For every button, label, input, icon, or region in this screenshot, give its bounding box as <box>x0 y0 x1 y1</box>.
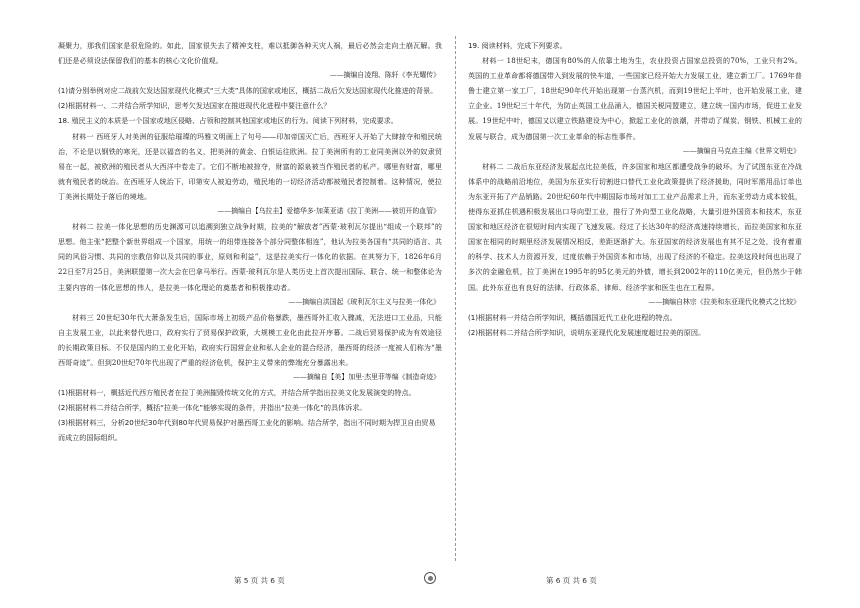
material-3-source: ——摘编自【美】加里·杰里菲等编《制造奇迹》 <box>293 373 440 382</box>
question-19-2: (2)根据材料二并结合所学知识，说明东亚现代化发展速度超过拉美的原因。 <box>468 327 706 337</box>
material-1: 材料一 18世纪末，德国有80%的人依靠土地为生，农业投资占国家总投资的70%，工业只有2%。英国的工业革命都将德国带入到发展的快车道，一些国家已经开始大力发展工业，建立新工厂。1769年普鲁士建立第一家工厂，18世纪90年代开始出现第一台蒸汽机，而到19世纪上半叶，也开始发展工业，建立企业。19世纪三十年代，为防止英国工业品涌入，德国关税同盟建立，建立统一国内市场，促进工业发展。19世纪中叶，德国又以建立铁路建设为中心，掀起工业化的浪潮，并带动了煤炭、钢铁、机械工业的发展与联合，成为德国第一次工业革命的标志性事件。 <box>468 56 802 141</box>
question-item: (2)根据材料一、二并结合所学知识，思考欠发达国家在推进现代化进程中要注意什么？ <box>58 101 331 111</box>
material-source: ——摘编自凌翔、陈轩《李光耀传》 <box>329 71 440 80</box>
question-19-stem: 19. 阅读材料，完成下列要求。 <box>468 41 567 50</box>
binding-mark-icon <box>424 572 436 584</box>
material-2: 材料二 二战后东亚经济发展起点比拉美低，许多国家和地区都遭受战争的破坏。为了试图东亚在冷战体系中的战略前沿地位，美国为东亚实行切割进口替代工业化政策提供了经济援助，同时军需用品订单也为东亚开拓了产品销路。20世纪60年代中期国际市场对加工工业产品需求上升，而东亚劳动力成本较低，使得东亚抓住机遇积极发展出口导向型工业，推行了外向型工业化战略，大量引进外国资本和技术，东亚国家和地区经济在很短时间内实现了飞速发展。经过了长达30年的经济高速持续增长，而拉美国家和东亚国家在相同的时期里经济发展情况相反，差距逐渐扩大。东亚国家的经济发展也有其不足之处，没有着重的科学、技术人力资源开发，过度依赖于外国资本和市场，出现了经济的不稳定。拉美这段时间也出现了多次的金融危机，拉丁美洲在1995年的95亿美元的外债，增长到2002年的110亿美元，但仍然少于韩国。此外东亚也有良好的法律、行政体系，律师、经济学家和医生也在工程界。 <box>468 161 802 292</box>
material-1-source: ——摘编自【乌拉圭】爱德华多·加莱亚诺《拉丁美洲——被切开的血管》 <box>217 207 440 216</box>
page-number-right: 第 6 页 共 6 页 <box>546 576 597 585</box>
material-1-source: ——摘编自马克垚主编《世界文明史》 <box>682 146 800 155</box>
column-divider <box>455 36 456 561</box>
page-number-left: 第 5 页 共 6 页 <box>234 576 285 585</box>
material-paragraph: 凝聚力，那我们国家是很危险的。如此，国家很失去了精神支柱，难以抵御各种天灾人祸，最后必然会走向土崩瓦解。我们还是必须设法保留我们的基本的核心文化价值观。 <box>58 41 442 66</box>
right-column <box>468 38 802 340</box>
question-item: (1)请分别举例对应二战前欠发达国家现代化模式“三大类”具体的国家或地区，概括二战后欠发达国家现代化推进的背景。 <box>58 86 438 96</box>
question-18-stem: 18. 殖民主义的本质是一个国家或地区侵略、占领和控制其他国家或地区的行为。阅读下列材料，完成要求。 <box>58 116 398 126</box>
material-1: 材料一 西班牙人对美洲的征服给璀璨的玛雅文明画上了句号——印加帝国灭亡后，西班牙人开始了大肆掠夺和殖民统治，不论是以钢铁的寒光，还是以福音的名义，把美洲的黄金、白银运往欧洲。拉丁美洲所有的工业同美洲以外的奴隶贸易在一起，被欧洲的殖民者从大西洋中卷走了。它们不断地被掠夺，财富的源泉被当作殖民者的私产。哪里有财富，哪里就有殖民者的统治。在西班牙人统治下，印第安人被迫劳动，殖民地的一切经济活动都被殖民者控制着。这种情况，使拉丁美洲长期处于落后的境地。 <box>58 131 442 201</box>
material-2-source: ——摘编自林宗《拉美和东亚现代化模式之比较》 <box>648 297 800 306</box>
material-3: 材料三 20世纪30年代大萧条发生后，国际市场上初级产品价格暴跌，墨西哥外汇收入骤减，无法进口工业品，只能自主发展工业，以此来替代进口，政府实行了贸易保护政策，大规模工业化由此拉开序幕。二战后贸易保护成为有效途径的长期政策目标。不仅是国内的工业化开始，政府实行国营企业和私人企业的混合经济，墨西哥的经济一度被人们称为“墨西哥奇迹”。但到20世纪70年代出现了严重的经济危机，保护主义带来的弊端充分暴露出来。 <box>58 312 442 367</box>
material-2: 材料二 拉美一体化思想的历史渊源可以追溯到独立战争时期，拉美的“解放者”西蒙·玻利瓦尔提出“组成一个联邦”的思想。他主张“把整个新世界组成一个国家，用统一的纽带连接各个部分同整体相连”，他认为拉美各国有“共同的语言、共同的风俗习惯、共同的宗教信仰以及共同的事业，原则和利益”，这是拉美实行一体化的依据。在其努力下，1826年6月22日至7月25日，美洲联盟第一次大会在巴拿马举行。西蒙·玻利瓦尔是人类历史上首次提出国际、联合、统一和整体论为主要内容的一体化思想的伟人，是拉美一体化理论的奠基者和积极推动者。 <box>58 222 442 292</box>
question-19-1: (1)根据材料一并结合所学知识，概括德国近代工业化进程的特点。 <box>468 312 677 322</box>
material-2-source: ——摘编自洪国起《玻利瓦尔主义与拉美一体化》 <box>288 297 440 306</box>
question-18-2: (2)根据材料二并结合所学，概括“拉美一体化”能够实现的条件，并指出“拉美一体化”的具体诉求。 <box>58 403 367 413</box>
question-18-1: (1)根据材料一，概括近代西方殖民者在拉丁美洲摧毁传统文化的方式，并结合所学指出拉美文化发展演变的特点。 <box>58 388 416 398</box>
question-18-3: (3)根据材料三，分析20世纪30年代到80年代贸易保护对墨西哥工业化的影响。结合所学，指出不同时期为捍卫自由贸易而成立的国际组织。 <box>58 418 436 443</box>
left-column <box>58 38 442 446</box>
